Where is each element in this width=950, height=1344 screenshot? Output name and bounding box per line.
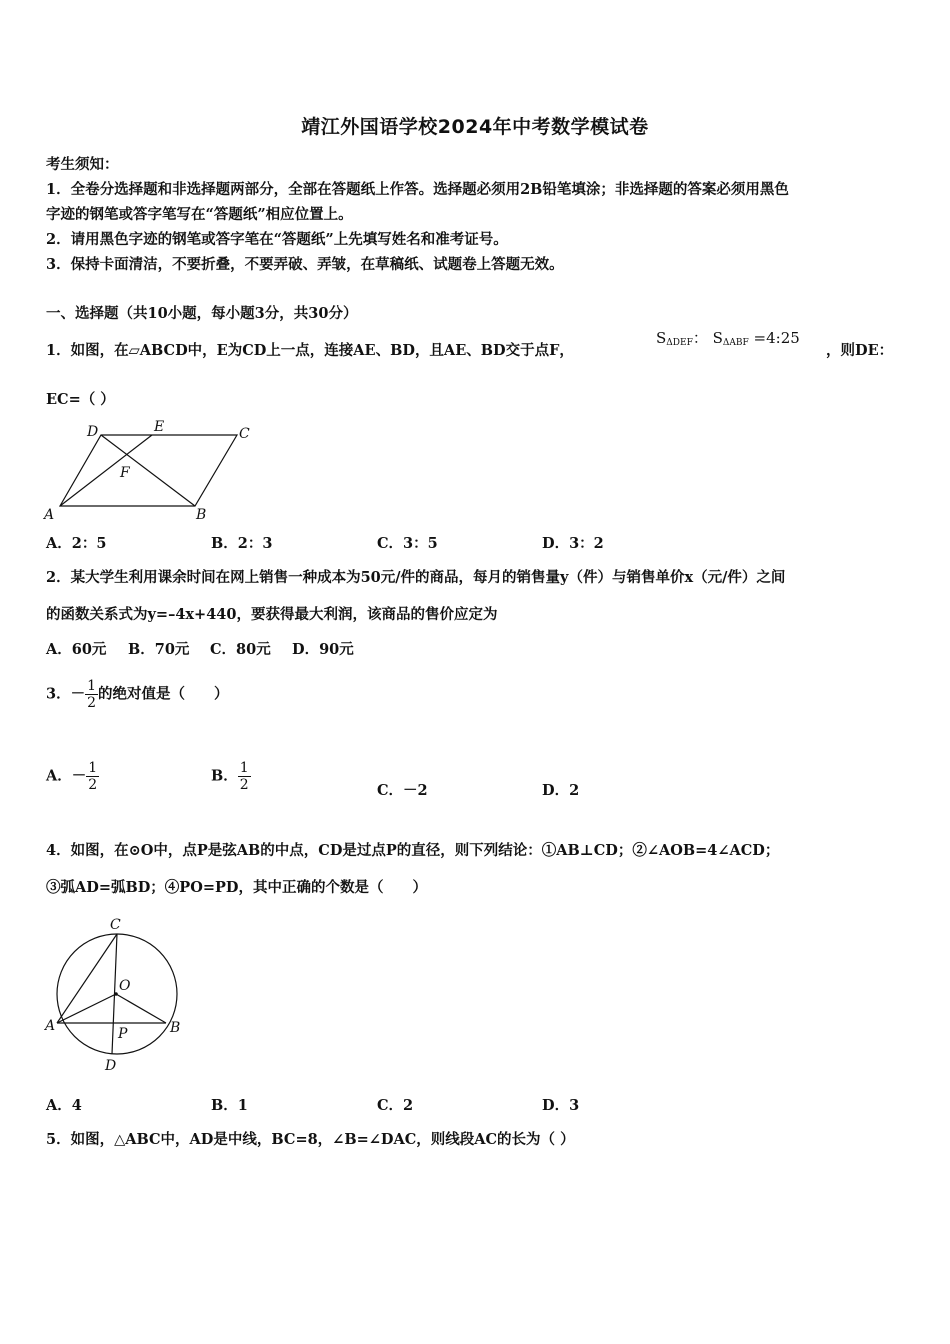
q4-option-b[interactable]: B．1 bbox=[211, 1097, 248, 1114]
notice-item-3: 3．保持卡面清洁，不要折叠，不要弄破、弄皱，在草稿纸、试题卷上答题无效。 bbox=[46, 256, 564, 273]
label-b: B bbox=[170, 1020, 181, 1036]
label-e: E bbox=[154, 419, 165, 435]
label-o: O bbox=[119, 978, 131, 994]
parallelogram-symbol: ▱ bbox=[128, 343, 140, 359]
q4-option-d[interactable]: D．3 bbox=[542, 1097, 580, 1114]
q2-stem-line2: 的函数关系式为y=–4x+440，要获得最大利润，该商品的售价应定为 bbox=[46, 606, 498, 623]
q1-area-ratio: $S_{\Delta DEF}$： $S_{\Delta ABF}$ =4:25 bbox=[656, 329, 800, 348]
label-f: F bbox=[120, 465, 130, 481]
q1-stem: 1．如图，在▱ABCD中，E为CD上一点，连接AE、BD，且AE、BD交于点F， bbox=[46, 342, 574, 359]
segment-ob bbox=[116, 994, 166, 1023]
q4-circle-figure bbox=[40, 912, 190, 1077]
q2-option-c[interactable]: C．80元 bbox=[210, 641, 271, 658]
label-a: A bbox=[44, 507, 55, 523]
center-point bbox=[114, 992, 118, 996]
notice-heading: 考生须知： bbox=[46, 156, 119, 173]
label-b: B bbox=[196, 507, 207, 523]
segment-ao bbox=[57, 994, 116, 1023]
label-p: P bbox=[118, 1026, 128, 1042]
q1-parallelogram-figure bbox=[40, 415, 260, 525]
q3-option-a[interactable]: A．－ $\frac{1}{2}$ bbox=[46, 760, 98, 793]
q3-option-b[interactable]: B． $\frac{1}{2}$ bbox=[211, 760, 249, 793]
q3-option-c[interactable]: C．－2 bbox=[377, 782, 428, 799]
notice-item-1: 1．全卷分选择题和非选择题两部分，全部在答题纸上作答。选择题必须用2B铅笔填涂；非选择题的答案必须用黑色 bbox=[46, 181, 789, 198]
q2-stem-line1: 2．某大学生利用课余时间在网上销售一种成本为50元/件的商品，每月的销售量y（件）与销售单价x（元/件）之间 bbox=[46, 569, 786, 586]
q1-option-a[interactable]: A．2：5 bbox=[46, 535, 107, 552]
q4-stem-line1: 4．如图，在⊙O中，点P是弦AB的中点，CD是过点P的直径，则下列结论：①AB⊥CD；②∠AOB=4∠ACD； bbox=[46, 842, 780, 859]
q4-stem-line2: ③弧AD=弧BD；④PO=PD，其中正确的个数是（ ） bbox=[46, 879, 427, 896]
q4-option-c[interactable]: C．2 bbox=[377, 1097, 414, 1114]
notice-item-2: 2．请用黑色字迹的钢笔或答字笔在“答题纸”上先填写姓名和准考证号。 bbox=[46, 231, 508, 248]
page-title: 靖江外国语学校2024年中考数学模试卷 bbox=[301, 116, 649, 138]
q1-option-d[interactable]: D．3：2 bbox=[542, 535, 604, 552]
q2-option-d[interactable]: D．90元 bbox=[292, 641, 354, 658]
segment-ae bbox=[60, 435, 152, 506]
q1-stem-end: EC=（ ） bbox=[46, 391, 115, 408]
q5-stem: 5．如图，△ABC中，AD是中线，BC=8，∠B=∠DAC，则线段AC的长为（ ） bbox=[46, 1131, 575, 1148]
label-d: D bbox=[87, 424, 99, 440]
q2-option-a[interactable]: A．60元 bbox=[46, 641, 107, 658]
q1-option-b[interactable]: B．2：3 bbox=[211, 535, 273, 552]
segment-ac bbox=[57, 934, 117, 1023]
q1-stem-tail: ，则DE： bbox=[826, 342, 894, 359]
label-c: C bbox=[239, 426, 250, 442]
segment-bd bbox=[101, 435, 195, 506]
label-a: A bbox=[45, 1018, 56, 1034]
q3-fraction: $\frac{1}{2}$ bbox=[87, 678, 97, 711]
q2-option-b[interactable]: B．70元 bbox=[128, 641, 190, 658]
q4-option-a[interactable]: A．4 bbox=[46, 1097, 82, 1114]
section-heading: 一、选择题（共10小题，每小题3分，共30分） bbox=[46, 305, 358, 322]
q1-option-c[interactable]: C．3：5 bbox=[377, 535, 438, 552]
notice-item-1-cont: 字迹的钢笔或答字笔写在“答题纸”相应位置上。 bbox=[46, 206, 353, 223]
q3-stem: 3．－ $\frac{1}{2}$ 的绝对值是（ ） bbox=[46, 678, 229, 711]
q3-option-d[interactable]: D．2 bbox=[542, 782, 580, 799]
label-c: C bbox=[110, 917, 121, 933]
label-d: D bbox=[105, 1058, 117, 1074]
